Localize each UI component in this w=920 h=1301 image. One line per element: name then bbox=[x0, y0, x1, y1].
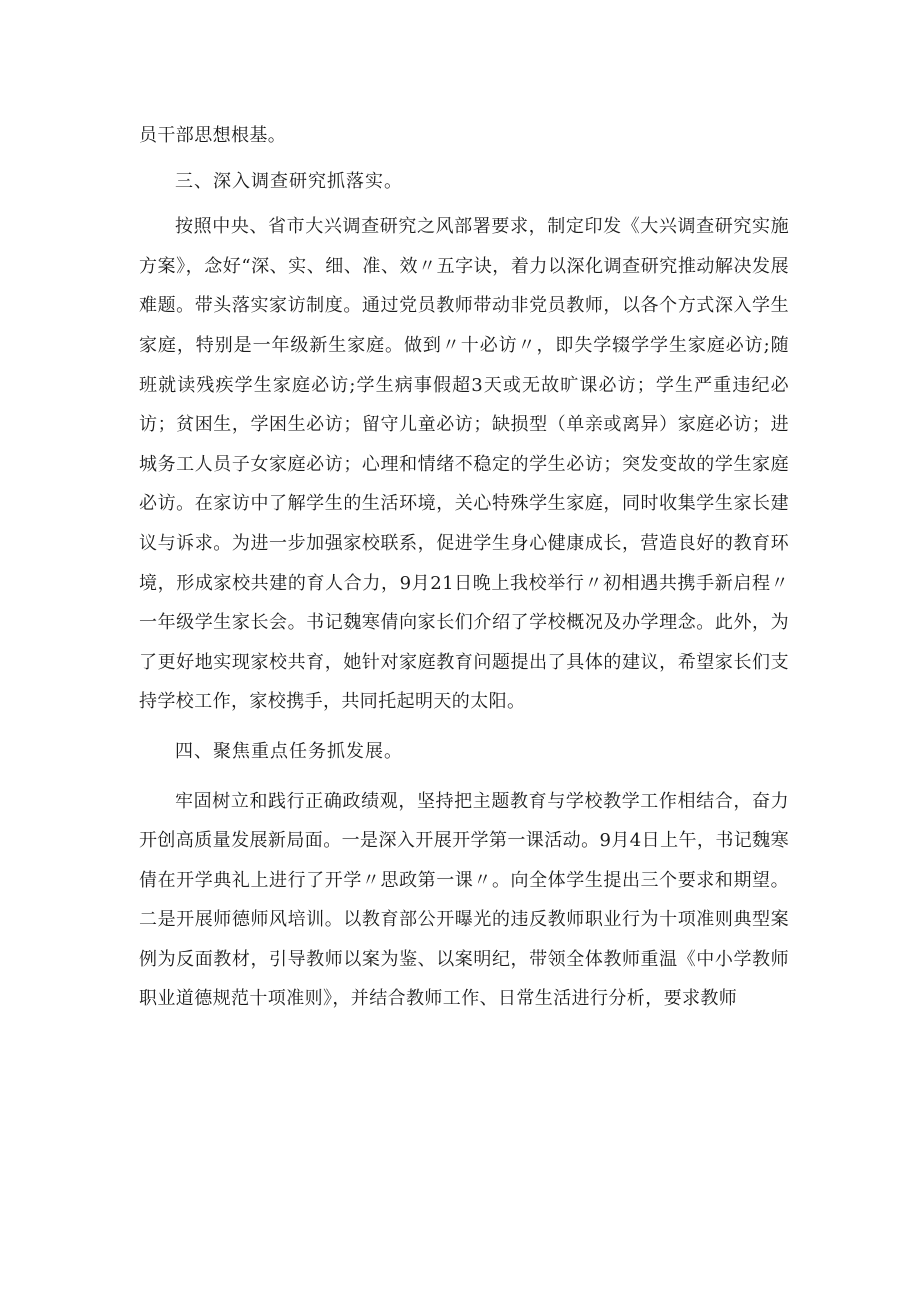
continuation-paragraph: 员干部思想根基。 bbox=[139, 125, 287, 146]
section-4-heading: 四、聚焦重点任务抓发展。 bbox=[175, 740, 403, 762]
document-page bbox=[139, 116, 789, 1019]
section-3-heading: 三、深入调查研究抓落实。 bbox=[175, 170, 403, 192]
section-3-paragraph: 按照中央、省市大兴调查研究之风部署要求，制定印发《大兴调查研究实施方案》，念好“深、实、细、准、效〃五字诀，着力以深化调查研究推动解决发展难题。带头落实家访制度。通过党员教师带动非党员教师，以各个方式深入学生家庭，特别是一年级新生家庭。做到〃十必访〃，即失学辍学学生家庭必访;随班就读残疾学生家庭必访;学生病事假超3天或无故旷课必访；学生严重违纪必访；贫困生，学困生必访；留守儿童必访；缺损型（单亲或离异）家庭必访；进城务工人员子女家庭必访；心理和情绪不稳定的学生必访；突发变故的学生家庭必访。在家访中了解学生的生活环境，关心特殊学生家庭，同时收集学生家长建议与诉求。为进一步加强家校联系，促进学生身心健康成长，营造良好的教育环境，形成家校共建的育人合力，9月21日晚上我校举行〃初相遇共携手新启程〃一年级学生家长会。书记魏寒倩向家长们介绍了学校概况及办学理念。此外，为了更好地实现家校共育，她针对家庭教育问题提出了具体的建议，希望家长们支持学校工作，家校携手，共同托起明天的太阳。 bbox=[139, 216, 789, 713]
section-4-paragraph: 牢固树立和践行正确政绩观，坚持把主题教育与学校教学工作相结合，奋力开创高质量发展新局面。一是深入开展开学第一课活动。9月4日上午，书记魏寒倩在开学典礼上进行了开学〃思政第一课〃。向全体学生提出三个要求和期望。二是开展师德师风培训。以教育部公开曝光的违反教师职业行为十项准则典型案例为反面教材，引导教师以案为鉴、以案明纪，带领全体教师重温《中小学教师职业道德规范十项准则》，并结合教师工作、日常生活进行分析，要求教师 bbox=[139, 790, 789, 1010]
